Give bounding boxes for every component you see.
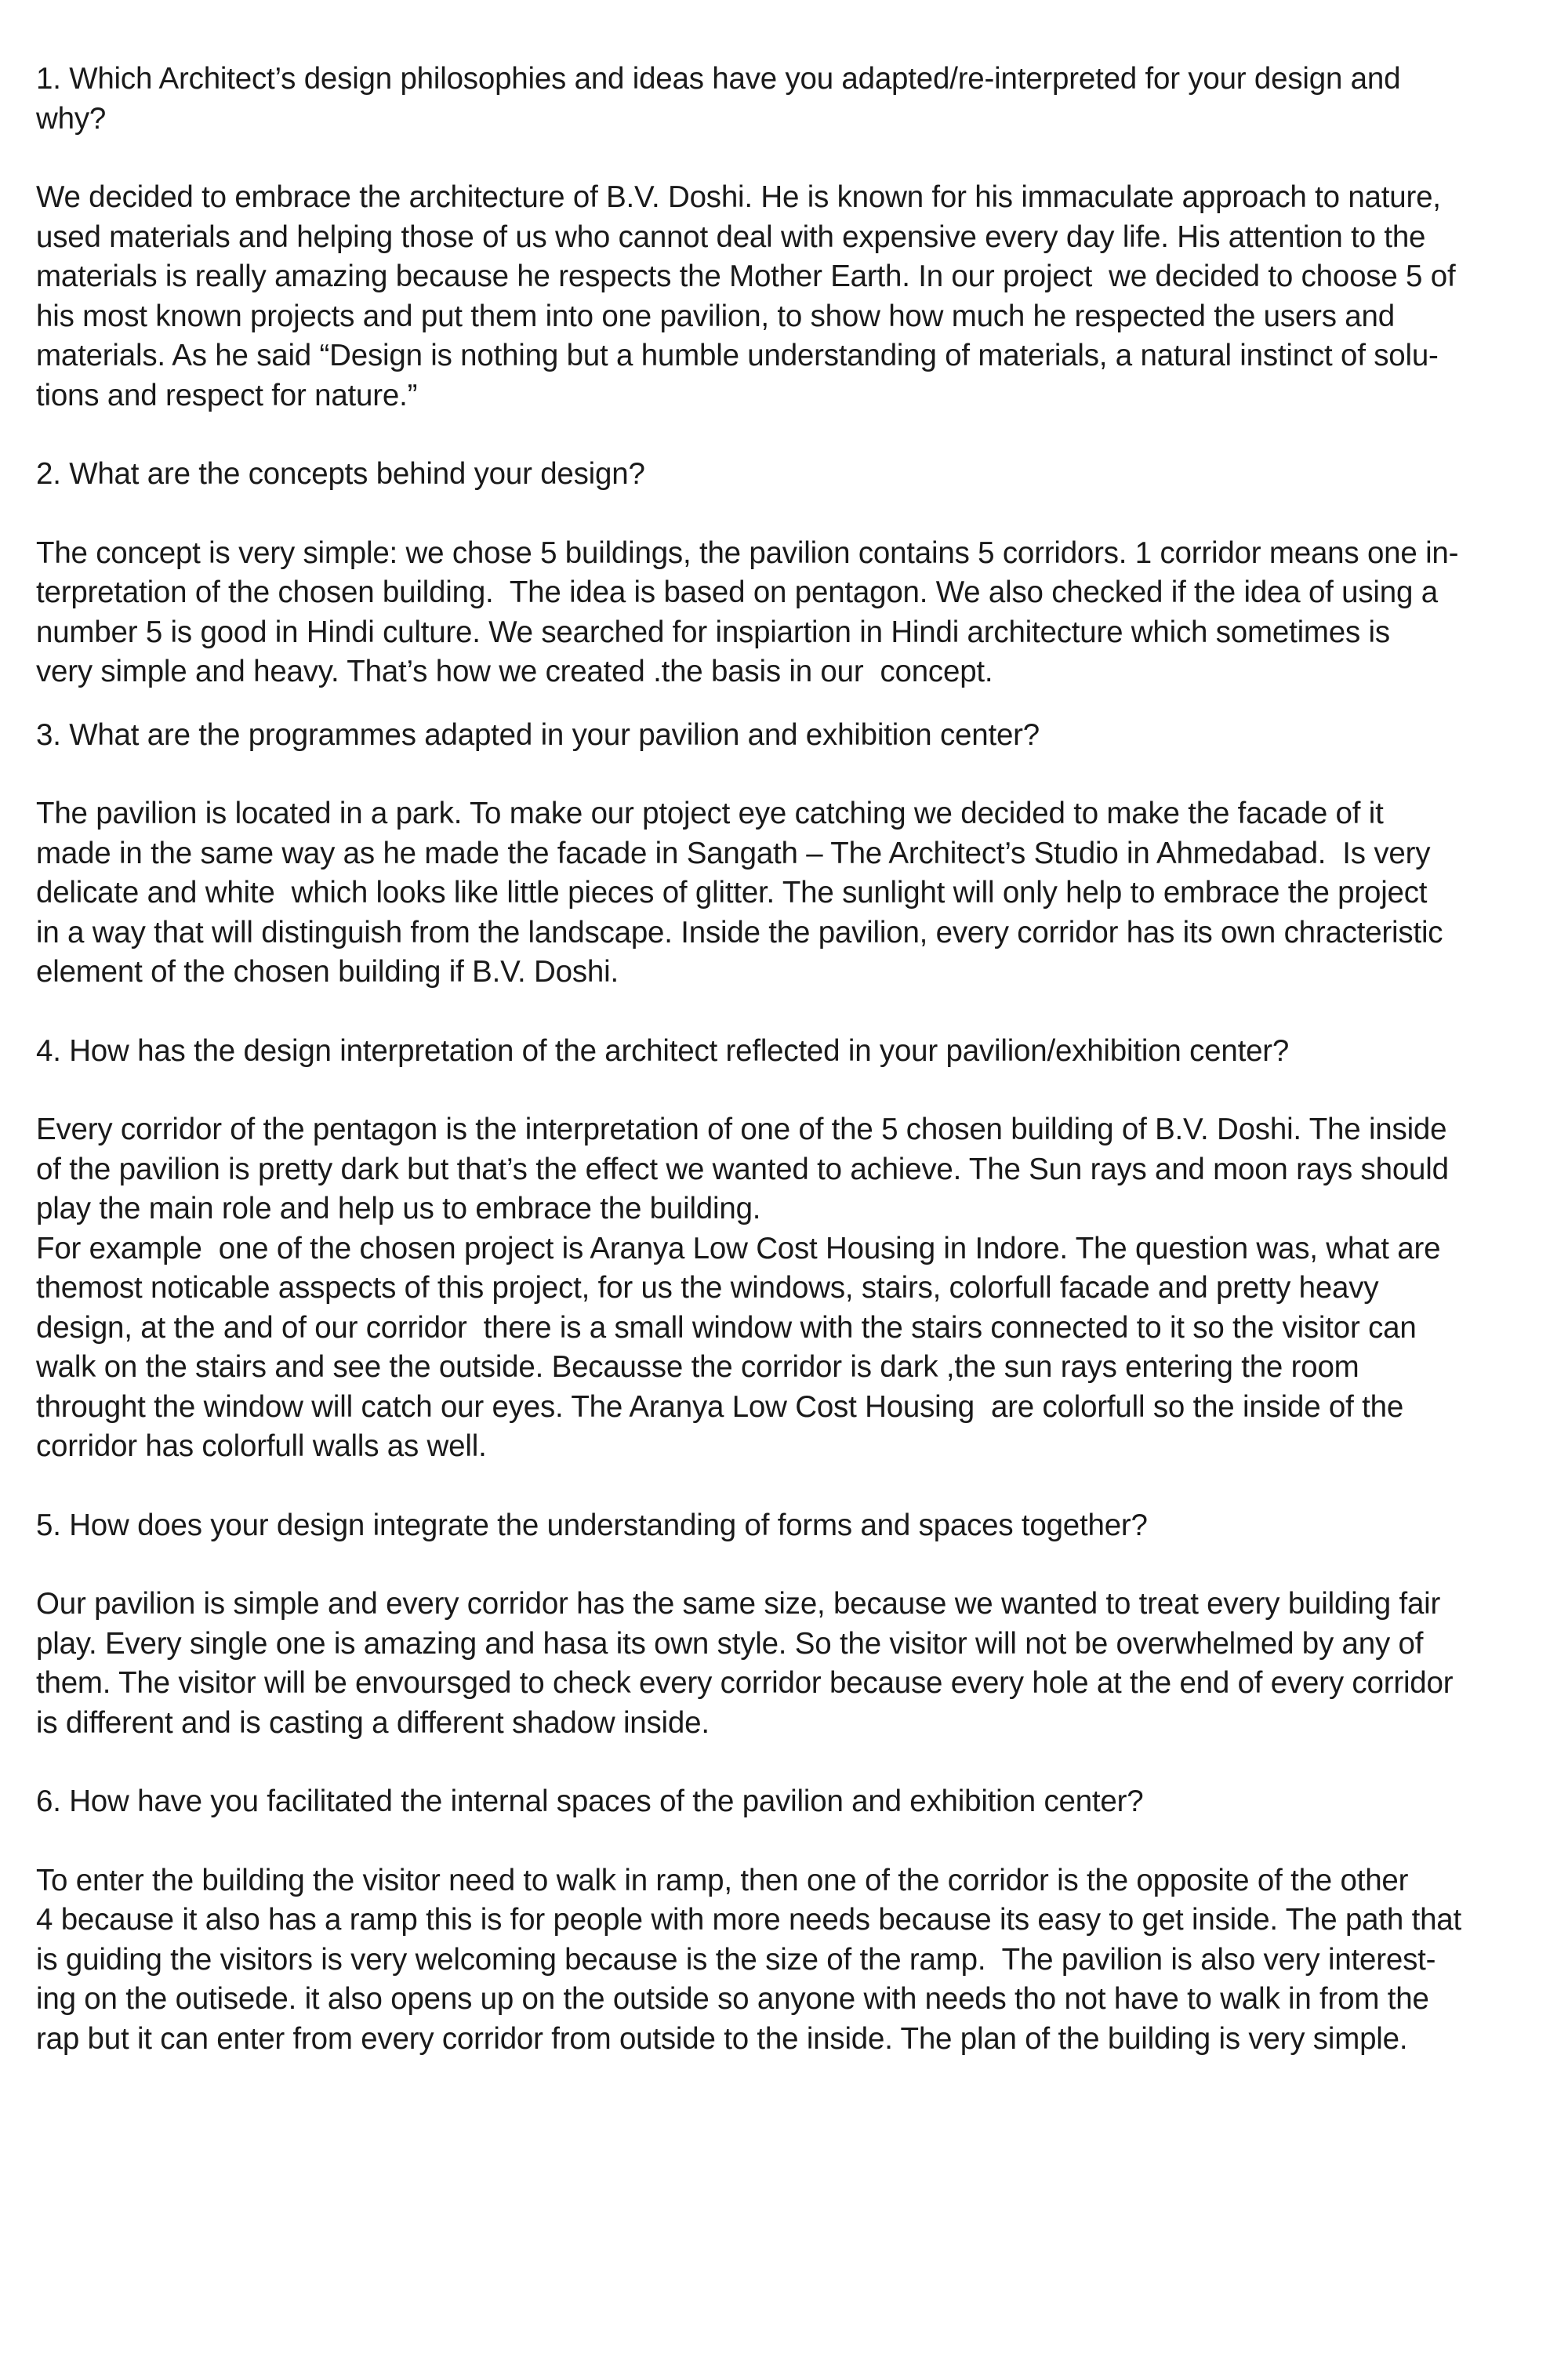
answer-paragraph: Every corridor of the pentagon is the interpretation of one of the 5 chosen building of B.V. Doshi. The inside of the pavilion is pretty dark but that’s the effect we wanted to achieve. The Sun rays and moon rays should play the main role and help us to embrace the building. — [36, 1113, 1449, 1225]
question-heading: 4. How has the design interpretation of the architect reflected in your pavilion/exhibition center? — [36, 1033, 1290, 1068]
document-page — [36, 60, 1534, 2059]
section-forms-and-spaces — [36, 1506, 1534, 1744]
section-architect-philosophy — [36, 60, 1534, 416]
question-heading: 1. Which Architect’s design philosophies and ideas have you adapted/re-interpreted for your design and why? — [36, 62, 1401, 136]
section-programmes — [36, 716, 1534, 993]
answer-paragraph: For example one of the chosen project is Aranya Low Cost Housing in Indore. The question was, what are themost noticable asspects of this project, for us the windows, stairs, colorfull facade and pretty heavy design, at the and of our corridor there is a small window with the stairs connected to it so the visitor can walk on the stairs and see the outside. Becausse the corridor is dark ,the sun rays entering the room throught the window will catch our eyes. The Aranya Low Cost Housing are colorfull so the inside of the corridor has colorfull walls as well. — [36, 1231, 1441, 1463]
question-heading: 5. How does your design integrate the understanding of forms and spaces together? — [36, 1508, 1148, 1542]
question-heading: 6. How have you facilitated the internal spaces of the pavilion and exhibition center? — [36, 1785, 1144, 1818]
section-internal-spaces — [36, 1782, 1534, 2059]
answer-paragraph: To enter the building the visitor need to walk in ramp, then one of the corridor is the opposite of the other 4 because it also has a ramp this is for people with more needs because its easy to get inside. The path that is guiding the visitors is very welcoming because is the size of the ramp. The pavilion is also very interest- ing on the outisede. it also opens up on the outside so anyone with needs tho not have to walk in from the rap but it can enter from every corridor from outside to the inside. The plan of the building is very simple. — [36, 1863, 1462, 2056]
answer-paragraph: Our pavilion is simple and every corridor has the same size, because we wanted to treat every building fair play. Every single one is amazing and hasa its own style. So the visitor will not be overwhelmed by any of them. The visitor will be envoursged to check every corridor because every hole at the end of every corridor is different and is casting a different shadow inside. — [36, 1587, 1454, 1740]
answer-paragraph: We decided to embrace the architecture of B.V. Doshi. He is known for his immaculate approach to nature, used materials and helping those of us who cannot deal with expensive every day life. His attention to the materials is really amazing because he respects the Mother Earth. In our project we decided to choose 5 of his most known projects and put them into one pavilion, to show how much he respected the users and materials. As he said “Design is nothing but a humble understanding of materials, a natural instinct of solu- tions and respect for nature.” — [36, 180, 1456, 412]
question-heading: 2. What are the concepts behind your design? — [36, 457, 645, 491]
answer-paragraph: The concept is very simple: we chose 5 buildings, the pavilion contains 5 corridors. 1 corridor means one in- terpretation of the chosen building. The idea is based on pentagon. We also checked if the idea of using a number 5 is good in Hindi culture. We searched for inspiartion in Hindi architecture which sometimes is very simple and heavy. That’s how we created .the basis in our concept. — [36, 536, 1459, 688]
answer-paragraph: The pavilion is located in a park. To make our ptoject eye catching we decided to make the facade of it made in the same way as he made the facade in Sangath – The Architect’s Studio in Ahmedabad. Is very delicate and white which looks like little pieces of glitter. The sunlight will only help to embrace the project in a way that will distinguish from the landscape. Inside the pavilion, every corridor has its own chracteristic element of the chosen building if B.V. Doshi. — [36, 797, 1443, 989]
question-heading: 3. What are the programmes adapted in your pavilion and exhibition center? — [36, 717, 1040, 752]
section-design-interpretation — [36, 1032, 1534, 1467]
section-design-concepts — [36, 455, 1534, 692]
